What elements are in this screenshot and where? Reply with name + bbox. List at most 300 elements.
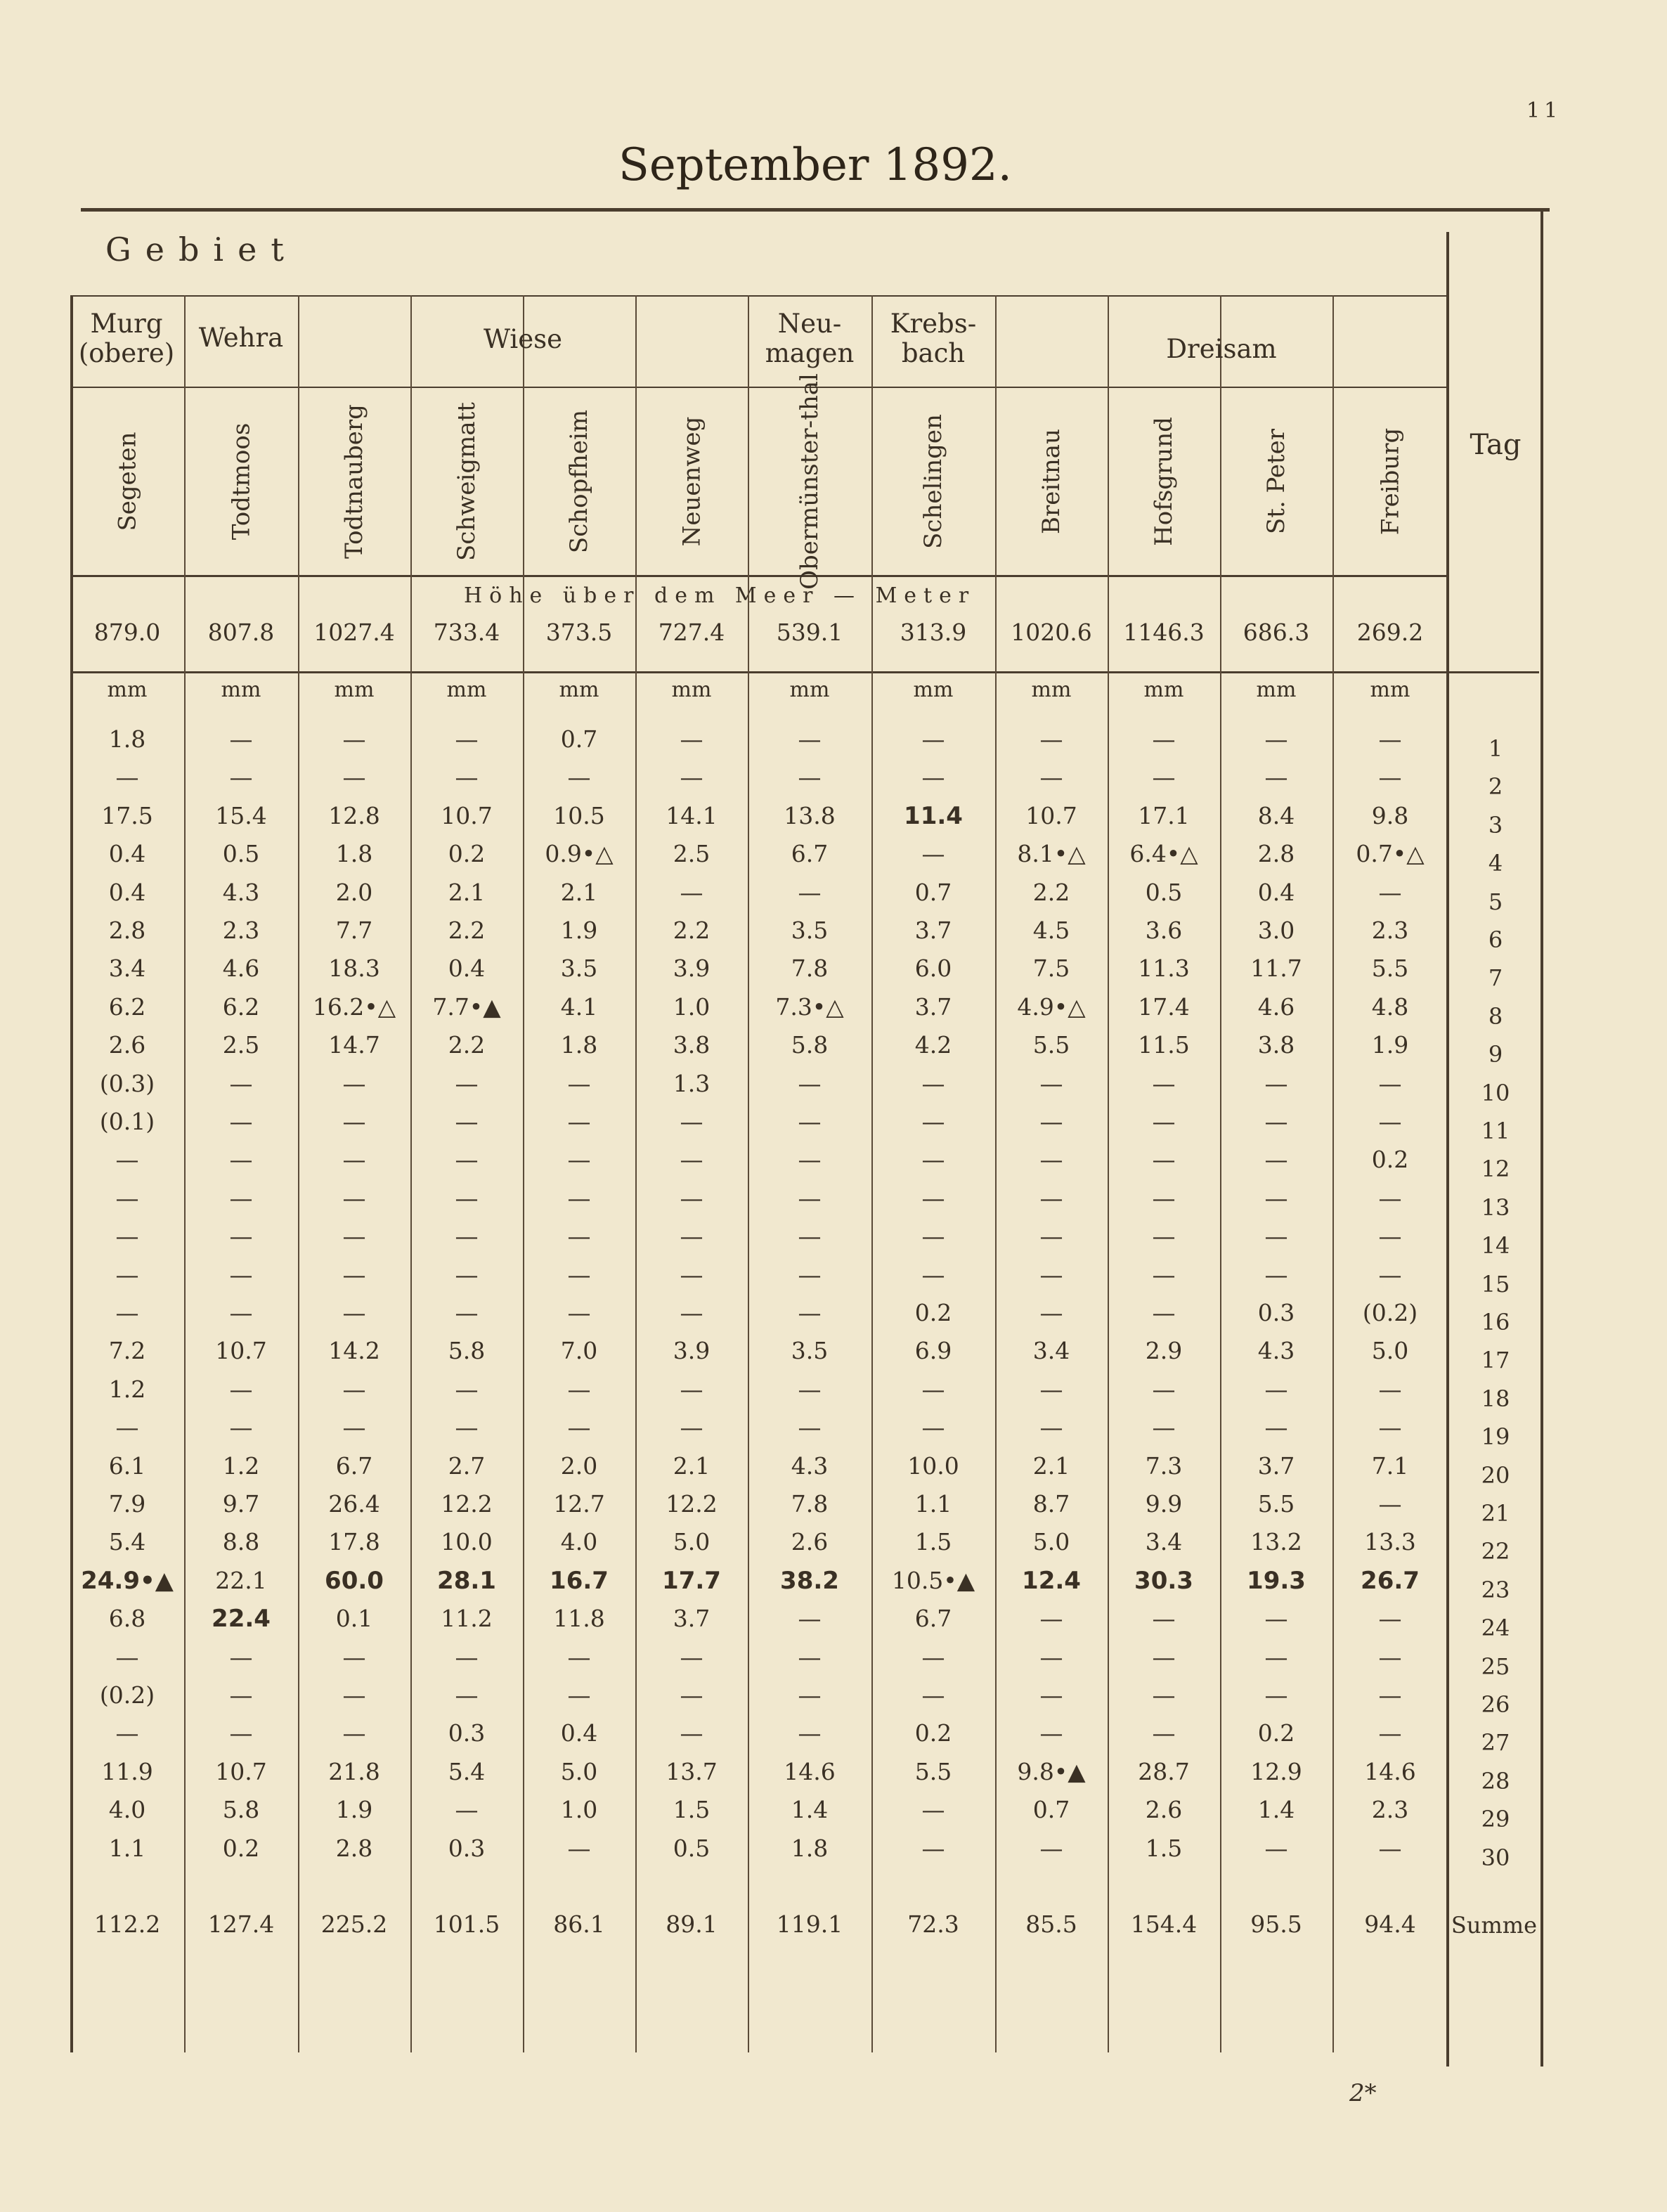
unit-label: mm xyxy=(1370,678,1410,702)
station-header xyxy=(70,390,184,573)
rainfall-cell: 4.6 xyxy=(1257,992,1295,1021)
rainfall-cell: — xyxy=(680,725,703,753)
rainfall-cell: 2.6 xyxy=(1145,1796,1183,1824)
rainfall-cell: — xyxy=(1264,1260,1288,1288)
rainfall-cell: — xyxy=(342,1069,366,1097)
rainfall-cell: 28.7 xyxy=(1138,1757,1190,1785)
rainfall-cell: 3.7 xyxy=(1257,1451,1295,1480)
rainfall-cell: — xyxy=(1152,1222,1176,1250)
rainfall-cell: — xyxy=(229,1414,253,1442)
rainfall-cell: — xyxy=(342,1222,366,1250)
unit-label: mm xyxy=(221,678,261,702)
rainfall-cell: 1.2 xyxy=(222,1451,260,1480)
rainfall-cell: 1.8 xyxy=(791,1834,829,1862)
sum-cell: 85.5 xyxy=(1025,1910,1077,1938)
rainfall-cell: — xyxy=(921,840,945,868)
rainfall-cell: — xyxy=(1264,763,1288,791)
rainfall-cell: 12.4 xyxy=(1022,1566,1081,1595)
rainfall-cell: 22.4 xyxy=(212,1605,271,1634)
rainfall-cell: 0.3 xyxy=(448,1834,486,1862)
rainfall-cell: 1.4 xyxy=(791,1796,829,1824)
rainfall-cell: 1.9 xyxy=(560,917,598,944)
rainfall-cell: — xyxy=(680,1146,703,1174)
rainfall-cell: — xyxy=(1152,1069,1176,1097)
rainfall-cell: 3.4 xyxy=(1032,1337,1070,1365)
rainfall-cell: — xyxy=(567,1681,591,1709)
rainfall-cell: 2.3 xyxy=(1371,1796,1409,1824)
rainfall-cell: 30.3 xyxy=(1134,1566,1193,1595)
rainfall-cell: — xyxy=(921,1643,945,1671)
rainfall-cell: 7.8 xyxy=(791,1490,829,1518)
rainfall-cell: — xyxy=(798,1222,822,1250)
rainfall-cell: — xyxy=(342,1375,366,1403)
rainfall-cell: 7.7 xyxy=(335,917,373,944)
region-krebsbach xyxy=(871,309,995,368)
rainfall-cell: 0.2 xyxy=(1371,1146,1409,1174)
rainfall-cell: 2.2 xyxy=(448,917,486,944)
rainfall-cell: — xyxy=(455,1069,479,1097)
rainfall-cell: — xyxy=(1378,1414,1402,1442)
rainfall-cell: — xyxy=(921,1184,945,1212)
unit-label: mm xyxy=(107,678,148,702)
rainfall-cell: — xyxy=(455,1681,479,1709)
rainfall-cell: 8.1•△ xyxy=(1017,840,1086,868)
rainfall-cell: — xyxy=(1378,878,1402,906)
rainfall-cell: 2.5 xyxy=(673,840,711,868)
day-number: 4 xyxy=(1488,850,1503,877)
rainfall-cell: 11.2 xyxy=(441,1605,493,1633)
rainfall-cell: — xyxy=(229,1299,253,1326)
rainfall-cell: 22.1 xyxy=(215,1566,267,1594)
rainfall-cell: — xyxy=(680,1108,703,1135)
rainfall-cell: — xyxy=(798,878,822,906)
rainfall-cell: — xyxy=(921,763,945,791)
rainfall-cell: 14.2 xyxy=(328,1337,380,1365)
rainfall-cell: — xyxy=(229,1681,253,1709)
station-name: Freiburg xyxy=(1376,427,1404,536)
rainfall-cell: 3.8 xyxy=(1257,1031,1295,1059)
rainfall-cell: 0.7 xyxy=(1032,1796,1070,1824)
rainfall-cell: — xyxy=(1378,1375,1402,1403)
rainfall-cell: — xyxy=(1378,1643,1402,1671)
rainfall-cell: 10.7 xyxy=(1025,801,1077,829)
rainfall-cell: 8.4 xyxy=(1257,801,1295,829)
rainfall-cell: 6.0 xyxy=(914,955,952,983)
day-number: 29 xyxy=(1481,1806,1510,1833)
rainfall-cell: 4.9•△ xyxy=(1017,992,1086,1021)
rainfall-cell: — xyxy=(1264,1184,1288,1212)
rainfall-cell: — xyxy=(680,1681,703,1709)
station-name: Schweigmatt xyxy=(453,402,481,561)
sum-cell: 154.4 xyxy=(1130,1910,1198,1938)
rainfall-cell: — xyxy=(455,1108,479,1135)
rainfall-cell: 5.8 xyxy=(222,1796,260,1824)
rainfall-cell: — xyxy=(115,763,139,791)
region-dreisam xyxy=(995,335,1448,364)
rainfall-cell: — xyxy=(229,1260,253,1288)
rainfall-cell: 1.2 xyxy=(108,1375,146,1403)
rainfall-cell: 12.7 xyxy=(553,1490,605,1518)
unit-label: mm xyxy=(671,678,712,702)
rainfall-cell: 2.6 xyxy=(108,1031,146,1059)
rainfall-cell: 2.6 xyxy=(791,1528,829,1556)
rainfall-cell: 2.3 xyxy=(222,917,260,944)
rainfall-cell: — xyxy=(1039,1299,1063,1326)
rainfall-cell: — xyxy=(342,1643,366,1671)
rainfall-cell: 11.8 xyxy=(553,1605,605,1633)
rainfall-cell: 2.0 xyxy=(335,878,373,906)
rainfall-cell: — xyxy=(1264,1375,1288,1403)
rainfall-cell: 5.0 xyxy=(560,1757,598,1785)
day-number: 16 xyxy=(1481,1309,1510,1335)
station-header xyxy=(748,373,871,590)
rainfall-cell: — xyxy=(229,1719,253,1747)
rainfall-cell: 38.2 xyxy=(780,1566,839,1595)
rainfall-cell: — xyxy=(1152,763,1176,791)
rainfall-cell: — xyxy=(1039,1375,1063,1403)
rainfall-cell: — xyxy=(680,1299,703,1326)
unit-label: mm xyxy=(1143,678,1184,702)
rainfall-cell: 0.2 xyxy=(222,1834,260,1862)
day-number: 13 xyxy=(1481,1194,1510,1221)
rainfall-cell: — xyxy=(680,1222,703,1250)
station-name: Obermünster-thal xyxy=(796,373,824,590)
rainfall-cell: 3.4 xyxy=(108,955,146,983)
rainfall-cell: — xyxy=(455,1260,479,1288)
rainfall-cell: — xyxy=(455,1299,479,1326)
rainfall-cell: 16.2•△ xyxy=(312,992,396,1021)
rainfall-cell: 0.3 xyxy=(1257,1299,1295,1326)
gebiet-label: Gebiet xyxy=(105,231,298,269)
rainfall-cell: — xyxy=(1378,1184,1402,1212)
rainfall-cell: — xyxy=(1152,1108,1176,1135)
day-number: 20 xyxy=(1481,1461,1510,1489)
rainfall-cell: — xyxy=(921,1146,945,1174)
rainfall-cell: 12.8 xyxy=(328,801,380,829)
rainfall-cell: — xyxy=(115,1643,139,1671)
rainfall-cell: 0.2 xyxy=(448,840,486,868)
region-wehra xyxy=(184,323,298,353)
rainfall-cell: 2.1 xyxy=(673,1451,711,1480)
rainfall-cell: — xyxy=(1039,1681,1063,1709)
station-name: Breitnau xyxy=(1037,429,1065,534)
rainfall-cell: — xyxy=(229,1222,253,1250)
rainfall-cell: 2.1 xyxy=(1032,1451,1070,1480)
sum-cell: 94.4 xyxy=(1364,1910,1416,1938)
page-number: 11 xyxy=(1526,98,1562,123)
rainfall-cell: — xyxy=(1264,1222,1288,1250)
rainfall-cell: — xyxy=(455,1796,479,1824)
rainfall-cell: 17.7 xyxy=(662,1566,721,1595)
rainfall-cell: — xyxy=(680,1414,703,1442)
rainfall-cell: 14.6 xyxy=(1364,1757,1416,1785)
rainfall-cell: — xyxy=(567,1069,591,1097)
rainfall-cell: 6.2 xyxy=(222,992,260,1021)
rainfall-cell: 0.5 xyxy=(1145,878,1183,906)
rainfall-cell: 4.3 xyxy=(1257,1337,1295,1365)
rainfall-cell: 4.3 xyxy=(222,878,260,906)
rainfall-cell: 60.0 xyxy=(325,1566,384,1595)
rainfall-cell: 0.4 xyxy=(108,840,146,868)
station-elevation: 539.1 xyxy=(776,619,843,646)
day-number: 9 xyxy=(1488,1041,1503,1068)
rainfall-cell: 10.0 xyxy=(907,1451,959,1480)
rainfall-cell: 4.8 xyxy=(1371,992,1409,1021)
rainfall-cell: — xyxy=(1152,1605,1176,1633)
day-number: 30 xyxy=(1481,1844,1510,1871)
rainfall-cell: 2.8 xyxy=(1257,840,1295,868)
rainfall-cell: — xyxy=(1264,1643,1288,1671)
rainfall-cell: 13.2 xyxy=(1250,1528,1302,1556)
rainfall-cell: — xyxy=(1152,1375,1176,1403)
rainfall-cell: 1.5 xyxy=(914,1528,952,1556)
rainfall-cell: — xyxy=(1378,1108,1402,1135)
rainfall-cell: 13.7 xyxy=(666,1757,718,1785)
rainfall-cell: — xyxy=(115,1222,139,1250)
rainfall-cell: 24.9•▲ xyxy=(81,1566,174,1595)
rainfall-cell: — xyxy=(229,1643,253,1671)
rainfall-cell: 9.7 xyxy=(222,1490,260,1518)
rainfall-cell: 1.8 xyxy=(560,1031,598,1059)
station-header xyxy=(871,390,995,573)
rainfall-cell: — xyxy=(115,1299,139,1326)
rainfall-cell: — xyxy=(229,1108,253,1135)
rainfall-cell: — xyxy=(1264,1069,1288,1097)
rainfall-cell: — xyxy=(1039,1414,1063,1442)
rainfall-cell: — xyxy=(1039,1108,1063,1135)
rainfall-cell: — xyxy=(680,878,703,906)
rainfall-cell: 1.1 xyxy=(108,1834,146,1862)
rainfall-cell: — xyxy=(798,1069,822,1097)
station-header xyxy=(995,390,1108,573)
rainfall-cell: — xyxy=(1264,1414,1288,1442)
rainfall-cell: — xyxy=(115,1146,139,1174)
rainfall-cell: 2.7 xyxy=(448,1451,486,1480)
rainfall-cell: 26.4 xyxy=(328,1490,380,1518)
rainfall-cell: 0.7 xyxy=(560,725,598,753)
rainfall-cell: — xyxy=(567,1375,591,1403)
rainfall-cell: — xyxy=(921,725,945,753)
rainfall-cell: 6.8 xyxy=(108,1605,146,1633)
rainfall-cell: — xyxy=(229,1184,253,1212)
rainfall-cell: — xyxy=(1152,1681,1176,1709)
rainfall-cell: — xyxy=(1378,1605,1402,1633)
rainfall-cell: — xyxy=(798,1375,822,1403)
sum-cell: 112.2 xyxy=(93,1910,161,1938)
rainfall-cell: 11.9 xyxy=(101,1757,153,1785)
rainfall-cell: 10.7 xyxy=(441,801,493,829)
rainfall-cell: 6.9 xyxy=(914,1337,952,1365)
station-name: St. Peter xyxy=(1261,428,1290,535)
rainfall-cell: — xyxy=(1378,1069,1402,1097)
rainfall-cell: — xyxy=(342,1414,366,1442)
rainfall-cell: 10.7 xyxy=(215,1757,267,1785)
unit-label: mm xyxy=(913,678,954,702)
rainfall-cell: 4.5 xyxy=(1032,917,1070,944)
rainfall-cell: 3.7 xyxy=(673,1605,711,1633)
sum-label: Summe xyxy=(1451,1912,1538,1939)
sum-cell: 86.1 xyxy=(553,1910,605,1938)
rainfall-cell: 3.4 xyxy=(1145,1528,1183,1556)
rainfall-cell: 6.4•△ xyxy=(1129,840,1198,868)
footnote: 2* xyxy=(1349,2079,1377,2107)
rainfall-cell: 5.5 xyxy=(914,1757,952,1785)
region-label: Dreisam xyxy=(1166,334,1277,364)
rainfall-cell: — xyxy=(567,1834,591,1862)
rainfall-cell: 3.5 xyxy=(791,917,829,944)
rainfall-cell: 17.5 xyxy=(101,801,153,829)
rainfall-cell: 15.4 xyxy=(215,801,267,829)
day-number: 17 xyxy=(1481,1347,1510,1374)
rainfall-cell: 5.5 xyxy=(1032,1031,1070,1059)
rainfall-cell: — xyxy=(1152,1146,1176,1174)
rainfall-cell: 13.3 xyxy=(1364,1528,1416,1556)
rainfall-cell: 5.5 xyxy=(1371,955,1409,983)
rainfall-cell: 2.1 xyxy=(448,878,486,906)
rainfall-cell: — xyxy=(229,725,253,753)
rainfall-cell: 14.7 xyxy=(328,1031,380,1059)
rainfall-cell: 3.5 xyxy=(791,1337,829,1365)
rainfall-cell: 3.7 xyxy=(914,917,952,944)
rainfall-cell: 7.2 xyxy=(108,1337,146,1365)
rainfall-cell: 0.2 xyxy=(914,1299,952,1326)
day-number: 23 xyxy=(1481,1576,1510,1603)
region-murg xyxy=(70,309,183,368)
rainfall-cell: 10.5 xyxy=(553,801,605,829)
rainfall-cell: — xyxy=(1378,1834,1402,1862)
day-number: 24 xyxy=(1481,1615,1510,1642)
rainfall-cell: — xyxy=(455,763,479,791)
rainfall-cell: — xyxy=(567,1643,591,1671)
rainfall-cell: 7.7•▲ xyxy=(432,992,501,1021)
day-number: 25 xyxy=(1481,1652,1510,1680)
rainfall-cell: 5.5 xyxy=(1257,1490,1295,1518)
rainfall-cell: 0.2 xyxy=(914,1719,952,1747)
station-elevation: 727.4 xyxy=(658,619,725,646)
rainfall-cell: 28.1 xyxy=(437,1566,496,1595)
rainfall-cell: — xyxy=(1039,1260,1063,1288)
rainfall-cell: 12.2 xyxy=(441,1490,493,1518)
rainfall-cell: — xyxy=(115,1184,139,1212)
rainfall-cell: 3.8 xyxy=(673,1031,711,1059)
rainfall-cell: — xyxy=(921,1414,945,1442)
day-number: 15 xyxy=(1481,1270,1510,1298)
region-label: Wehra xyxy=(198,323,284,353)
rainfall-cell: 7.8 xyxy=(791,955,829,983)
rainfall-cell: 6.7 xyxy=(914,1605,952,1633)
rainfall-cell: — xyxy=(1378,1681,1402,1709)
rainfall-cell: 6.2 xyxy=(108,992,146,1021)
top-rule xyxy=(81,208,1550,212)
unit-label: mm xyxy=(1031,678,1072,702)
rainfall-cell: — xyxy=(921,1260,945,1288)
rainfall-cell: — xyxy=(567,1184,591,1212)
sum-cell: 119.1 xyxy=(776,1910,843,1938)
station-header xyxy=(410,390,523,573)
rainfall-cell: 13.8 xyxy=(784,801,836,829)
rainfall-cell: — xyxy=(798,1260,822,1288)
sum-cell: 127.4 xyxy=(207,1910,275,1938)
day-number: 8 xyxy=(1488,1002,1503,1030)
day-number: 21 xyxy=(1481,1500,1510,1527)
rainfall-cell: 11.5 xyxy=(1138,1031,1190,1059)
rainfall-cell: — xyxy=(455,1184,479,1212)
rainfall-cell: 1.5 xyxy=(673,1796,711,1824)
rainfall-cell: 18.3 xyxy=(328,955,380,983)
rainfall-cell: — xyxy=(115,1414,139,1442)
elevation-bottom-rule xyxy=(70,671,1539,673)
rainfall-cell: 2.1 xyxy=(560,878,598,906)
station-elevation: 879.0 xyxy=(93,619,161,646)
rainfall-cell: 1.9 xyxy=(1371,1031,1409,1059)
rainfall-cell: — xyxy=(342,1299,366,1326)
day-number: 2 xyxy=(1488,773,1503,801)
rainfall-cell: (0.1) xyxy=(99,1108,155,1135)
rainfall-cell: 1.0 xyxy=(673,992,711,1021)
rainfall-cell: — xyxy=(1039,1643,1063,1671)
rainfall-cell: — xyxy=(921,1796,945,1824)
rainfall-cell: — xyxy=(567,1414,591,1442)
station-elevation: 1027.4 xyxy=(313,619,395,646)
rainfall-cell: — xyxy=(680,1375,703,1403)
rainfall-cell: 5.0 xyxy=(1371,1337,1409,1365)
unit-label: mm xyxy=(334,678,375,702)
rainfall-cell: — xyxy=(921,1375,945,1403)
station-name: Todtnauberg xyxy=(340,404,368,559)
day-number: 3 xyxy=(1488,811,1503,839)
rainfall-cell: — xyxy=(798,725,822,753)
rainfall-cell: 2.0 xyxy=(560,1451,598,1480)
rainfall-cell: — xyxy=(229,1069,253,1097)
rainfall-cell: 14.1 xyxy=(666,801,718,829)
day-number: 26 xyxy=(1481,1691,1510,1718)
rainfall-cell: 17.4 xyxy=(1138,992,1190,1021)
station-elevation: 1020.6 xyxy=(1011,619,1092,646)
rainfall-cell: 0.2 xyxy=(1257,1719,1295,1747)
rainfall-cell: — xyxy=(798,1719,822,1747)
rainfall-cell: — xyxy=(342,763,366,791)
rainfall-cell: 0.5 xyxy=(222,840,260,868)
rainfall-cell: 2.2 xyxy=(673,917,711,944)
rainfall-cell: 0.7 xyxy=(914,878,952,906)
rainfall-cell: — xyxy=(1152,1260,1176,1288)
station-name: Todtmoos xyxy=(227,422,256,541)
rainfall-cell: — xyxy=(342,1681,366,1709)
rainfall-cell: 10.7 xyxy=(215,1337,267,1365)
unit-label: mm xyxy=(559,678,599,702)
rainfall-cell: — xyxy=(1378,1222,1402,1250)
rainfall-cell: — xyxy=(1039,1834,1063,1862)
rainfall-cell: 4.1 xyxy=(560,992,598,1021)
rainfall-cell: — xyxy=(798,1414,822,1442)
rainfall-cell: 4.0 xyxy=(560,1528,598,1556)
rainfall-cell: 9.8•▲ xyxy=(1017,1757,1086,1785)
rainfall-cell: — xyxy=(342,1184,366,1212)
rainfall-cell: 5.0 xyxy=(673,1528,711,1556)
day-number: 12 xyxy=(1481,1156,1510,1183)
rainfall-cell: 2.8 xyxy=(108,917,146,944)
rainfall-cell: 4.6 xyxy=(222,955,260,983)
rainfall-cell: — xyxy=(455,1222,479,1250)
region-bottom-rule xyxy=(70,387,1448,388)
day-number: 5 xyxy=(1488,888,1503,915)
rainfall-cell: — xyxy=(798,1108,822,1135)
rainfall-cell: 0.4 xyxy=(560,1719,598,1747)
day-number: 1 xyxy=(1488,735,1503,762)
day-number: 27 xyxy=(1481,1729,1510,1757)
rainfall-cell: 1.1 xyxy=(914,1490,952,1518)
rainfall-cell: 2.9 xyxy=(1145,1337,1183,1365)
